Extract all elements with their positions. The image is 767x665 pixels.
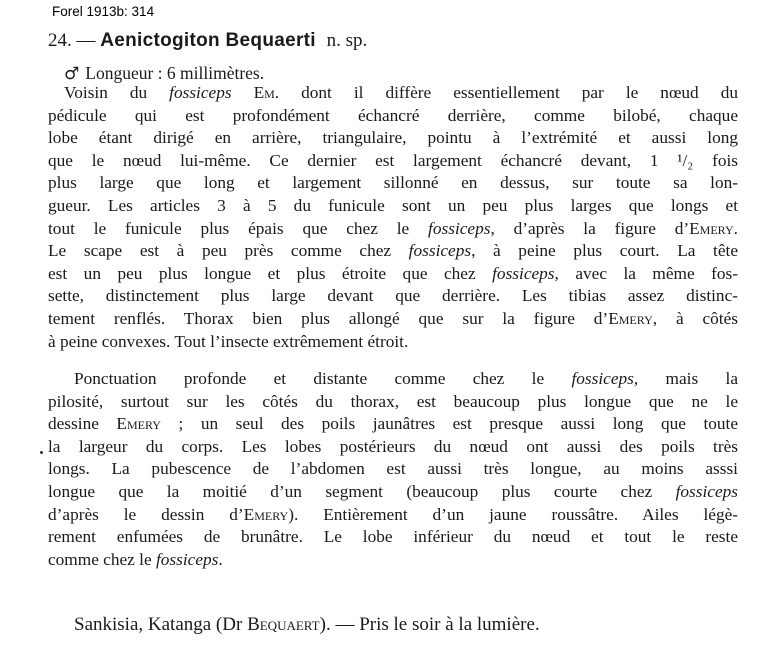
- text-line: tement renflés. Thorax bien plus allongé que sur la figure d’Emery, à côtés: [48, 308, 738, 328]
- page-citation-label: Forel 1913b: 314: [52, 4, 155, 19]
- text-line: longue que la moitié d’un segment (beaucoup plus courte chez fossiceps: [48, 481, 738, 501]
- text-line: à peine convexes. Tout l’insecte extrêmement étroit.: [48, 331, 409, 351]
- text-line: que le nœud lui-même. Ce dernier est largement échancré devant, 1 ¹/₂ fois: [48, 150, 738, 170]
- male-symbol-icon: ♂: [64, 64, 80, 84]
- locality-line: Sankisia, Katanga (Dr Bequaert). — Pris le soir à la lumière.: [74, 614, 540, 635]
- text-line: comme chez le fossiceps.: [48, 549, 223, 569]
- male-length-line: [64, 63, 264, 84]
- stray-ink-dot: [40, 451, 43, 454]
- description-paragraph-1: [48, 82, 738, 353]
- text-line: Ponctuation profonde et distante comme chez le fossiceps, mais la: [74, 369, 738, 388]
- new-species-marker: n. sp.: [326, 30, 368, 51]
- text-line: dessine Emery ; un seul des poils jaunâtres est presque aussi long que toute: [48, 414, 738, 434]
- text-line: Le scape est à peu près comme chez fossiceps, à peine plus court. La tête: [48, 241, 738, 261]
- text-line: pédicule qui est profondément échancré derrière, comme bilobé, chaque: [48, 105, 738, 125]
- text-line: tout le funicule plus épais que chez le fossiceps, d’après la figure d’Emery.: [48, 218, 738, 238]
- text-line: rement enfumées de brunâtre. Le lobe inférieur du nœud et tout le reste: [48, 527, 738, 547]
- text-line: est un peu plus longue et plus étroite que chez fossiceps, avec la même fos-: [48, 263, 739, 283]
- text-line: Voisin du fossiceps Em. dont il diffère essentiellement par le nœud du: [64, 83, 738, 102]
- species-name: Aenictogiton Bequaerti: [100, 30, 316, 51]
- description-paragraph-2: [48, 368, 738, 571]
- entry-number: 24. —: [48, 30, 96, 51]
- male-length-text: Longueur : 6 millimètres.: [85, 63, 265, 83]
- species-heading: [48, 30, 367, 52]
- text-line: d’après le dessin d’Emery). Entièrement d’un jaune roussâtre. Ailes légè-: [48, 504, 739, 524]
- text-line: pilosité, surtout sur les côtés du thorax, est beaucoup plus longue que ne le: [48, 391, 738, 411]
- text-line: longs. La pubescence de l’abdomen est aussi très longue, au moins asssi: [48, 459, 738, 479]
- text-line: la largeur du corps. Les lobes postérieurs du nœud ont aussi des poils très: [48, 436, 738, 456]
- text-line: gueur. Les articles 3 à 5 du funicule sont un peu plus larges que longs et: [48, 195, 738, 215]
- text-line: plus large que long et largement sillonné en dessus, sur toute sa lon-: [48, 173, 738, 193]
- text-line: sette, distinctement plus large devant que derrière. Les tibias assez distinc-: [48, 286, 738, 306]
- text-line: lobe étant dirigé en arrière, triangulaire, pointu à l’extrémité et aussi long: [48, 128, 738, 148]
